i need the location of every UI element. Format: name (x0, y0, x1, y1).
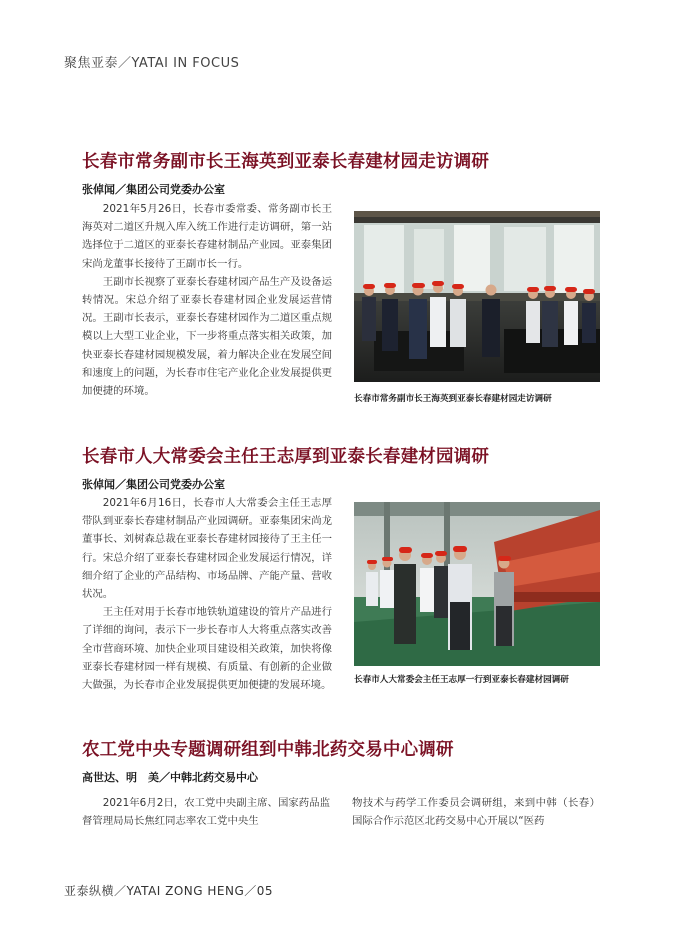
article-3-paragraph-continued: 物技术与药学工作委员会调研组，来到中韩（长春）国际合作示范区北药交易中心开展以“医药 (352, 797, 600, 828)
page-footer: 亚泰纵横／YATAI ZONG HENG／05 (64, 884, 274, 898)
article-3-byline: 高世达、明 美／中韩北药交易中心 (82, 771, 258, 784)
article-2-body (82, 494, 332, 694)
factory-visit-photo-2 (354, 502, 600, 666)
article-1-title: 长春市常务副市长王海英到亚泰长春建材园走访调研 (82, 152, 490, 172)
article-2 (82, 443, 602, 492)
article-2-paragraph: 王主任对用于长春市地铁轨道建设的管片产品进行了详细的询问，表示下一步长春市人大将重点落实改善全市营商环境、加快企业项目建设相关政策，加快将像亚泰长春建材园一样有规模、有质量、有创新的企业做大做强，为长春市企业发展提供更加便捷的发展环境。 (82, 606, 332, 692)
article-1-body (82, 200, 332, 400)
article-1-paragraph: 2021年5月26日，长春市委常委、常务副市长王海英对二道区升规入库入统工作进行走访调研，第一站选择位于二道区的亚泰长春建材制品产业园。亚泰集团宋尚龙董事长接待了王副市长一行。 (82, 203, 332, 270)
article-2-title: 长春市人大常委会主任王志厚到亚泰长春建材园调研 (82, 447, 490, 467)
article-1-paragraph: 王副市长视察了亚泰长春建材园产品生产及设备运转情况。宋总介绍了亚泰长春建材园企业发展运营情况。王副市长表示，亚泰长春建材园作为二道区重点规模以上大型工业企业，下一步将重点落实相关政策，加快亚泰长春建材园规模发展，着力解决企业在发展空间和速度上的问题，为长春市住宅产业化企业发展提供更加便捷的环境。 (82, 275, 332, 398)
running-head: 聚焦亚泰／YATAI IN FOCUS (64, 56, 240, 71)
article-3 (82, 736, 602, 785)
article-3-paragraph: 2021年6月2日，农工党中央副主席、国家药品监督管理局局长焦红同志率农工党中央生 (82, 797, 330, 828)
article-2-byline: 张倬闻／集团公司党委办公室 (82, 478, 225, 491)
article-3-title: 农工党中央专题调研组到中韩北药交易中心调研 (82, 740, 454, 760)
article-3-col2 (352, 794, 600, 830)
factory-visit-photo-1 (354, 211, 600, 382)
article-2-photo-caption: 长春市人大常委会主任王志厚一行到亚泰长春建材园调研 (354, 675, 569, 685)
article-1-photo (354, 211, 600, 382)
article-1 (82, 148, 602, 197)
article-2-photo (354, 502, 600, 666)
article-3-col1 (82, 794, 330, 830)
article-1-byline: 张倬闻／集团公司党委办公室 (82, 183, 225, 196)
article-2-paragraph: 2021年6月16日，长春市人大常委会主任王志厚带队到亚泰长春建材制品产业园调研。亚泰集团宋尚龙董事长、刘树森总裁在亚泰长春建材园接待了王主任一行。宋总介绍了亚泰长春建材园企业发展运行情况，详细介绍了企业的产品结构、市场品牌、产能产量、营收状况。 (82, 497, 332, 601)
article-1-photo-caption: 长春市常务副市长王海英到亚泰长春建材园走访调研 (354, 394, 552, 404)
